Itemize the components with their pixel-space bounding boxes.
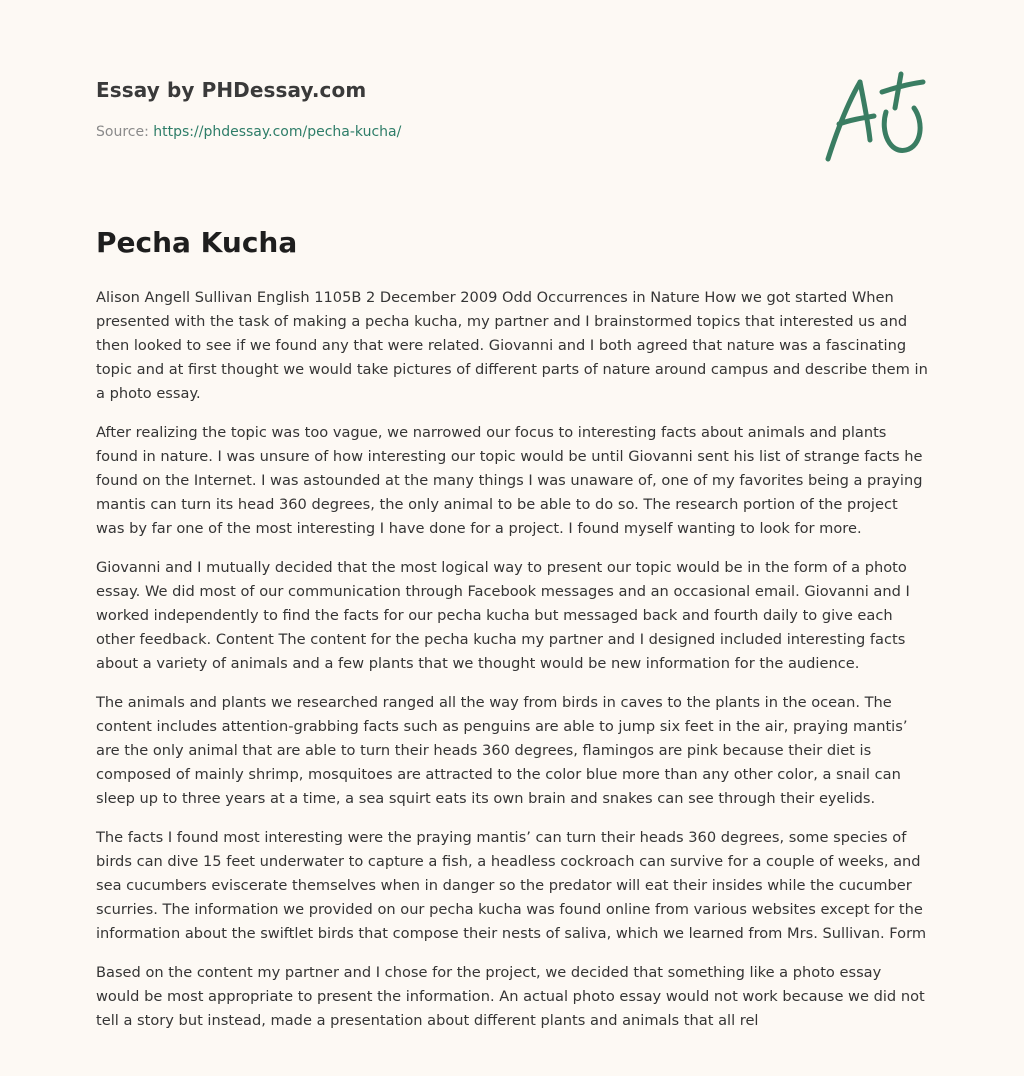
site-brand: Essay by PHDessay.com [96,78,367,102]
essay-body [96,286,928,1048]
essay-paragraph: The animals and plants we researched ranged all the way from birds in caves to the plants in the ocean. The content includes attention-grabbing facts such as penguins are able to jump six feet in the air, praying mantis’ are the only animal that are able to turn their heads 360 degrees, flamingos are pink because their diet is composed of mainly shrimp, mosquitoes are attracted to the color blue more than any other color, a snail can sleep up to three years at a time, a sea squirt eats its own brain and snakes can see through their eyelids. [96,694,908,807]
essay-paragraph: Alison Angell Sullivan English 1105B 2 December 2009 Odd Occurrences in Nature How we got started When presented with the task of making a pecha kucha, my partner and I brainstormed topics that interested us and then looked to see if we found any that were related. Giovanni and I both agreed that nature was a fascinating topic and at first thought we would take pictures of different parts of nature around campus and describe them in a photo essay. [96,289,928,402]
source-line [96,124,401,140]
essay-paragraph: After realizing the topic was too vague, we narrowed our focus to interesting facts about animals and plants found in nature. I was unsure of how interesting our topic would be until Giovanni sent his list of strange facts he found on the Internet. I was astounded at the many things I was unaware of, one of my favorites being a praying mantis can turn its head 360 degrees, the only animal to be able to do so. The research portion of the project was by far one of the most interesting I have done for a project. I found myself wanting to look for more. [96,424,923,537]
essay-paragraph: Based on the content my partner and I chose for the project, we decided that something like a photo essay would be most appropriate to present the information. An actual photo essay would not work because we did not tell a story but instead, made a presentation about different plants and animals that all rel [96,964,925,1029]
a-plus-grade-icon-svg [822,66,928,166]
essay-paragraph: Giovanni and I mutually decided that the most logical way to present our topic would be in the form of a photo essay. We did most of our communication through Facebook messages and an occasional email. Giovanni and I worked independently to find the facts for our pecha kucha but messaged back and fourth daily to give each other feedback. Content The content for the pecha kucha my partner and I designed included interesting facts about a variety of animals and a few plants that we thought would be new information for the audience. [96,559,910,672]
essay-paragraph: The facts I found most interesting were the praying mantis’ can turn their heads 360 degrees, some species of birds can dive 15 feet underwater to capture a fish, a headless cockroach can survive for a couple of weeks, and sea cucumbers eviscerate themselves when in danger so the predator will eat their insides while the cucumber scurries. The information we provided on our pecha kucha was found online from various websites except for the information about the swiftlet birds that compose their nests of saliva, which we learned from Mrs. Sullivan. Form [96,829,927,942]
source-label: Source: [96,124,149,140]
essay-title: Pecha Kucha [96,226,298,259]
source-link[interactable]: https://phdessay.com/pecha-kucha/ [153,124,402,140]
a-plus-grade-icon [822,66,928,166]
